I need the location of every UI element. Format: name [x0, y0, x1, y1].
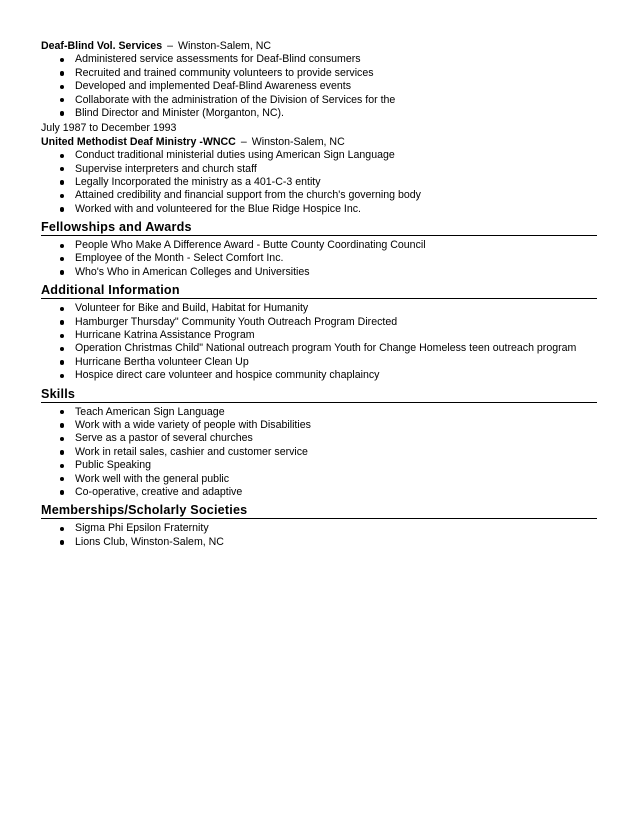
list-item-text: Employee of the Month - Select Comfort Inc. — [75, 252, 284, 265]
list-item-text: Public Speaking — [75, 459, 151, 472]
bullet-icon — [60, 320, 64, 324]
list-item-text: Recruited and trained community volunteers to provide services — [75, 66, 374, 79]
bullet-icon — [60, 167, 64, 171]
list-item — [41, 107, 597, 120]
list-item — [41, 80, 597, 93]
list-item-text: Attained credibility and financial support from the church's governing body — [75, 189, 421, 202]
bullet-icon — [60, 194, 64, 198]
list-item-text: Sigma Phi Epsilon Fraternity — [75, 522, 209, 535]
list-item-text: Developed and implemented Deaf-Blind Awareness events — [75, 80, 351, 93]
list-item-text: Hurricane Katrina Assistance Program — [75, 329, 255, 342]
bullet-icon — [60, 257, 64, 261]
bullet-icon — [60, 270, 64, 274]
list-item-text: Worked with and volunteered for the Blue Ridge Hospice Inc. — [75, 202, 361, 215]
list-item — [41, 419, 597, 432]
bullet-icon — [60, 307, 64, 311]
list-item — [41, 536, 597, 549]
list-item-text: Hurricane Bertha volunteer Clean Up — [75, 355, 249, 368]
list-item — [41, 369, 597, 382]
bullet-icon — [60, 490, 64, 494]
bullet-icon — [60, 347, 64, 351]
bullet-icon — [60, 374, 64, 378]
skills-list — [41, 406, 597, 500]
job-organization: Deaf-Blind Vol. Services — [41, 40, 163, 52]
bullet-icon — [60, 207, 64, 211]
list-item-text: Conduct traditional ministerial duties using American Sign Language — [75, 149, 395, 162]
bullet-icon — [60, 71, 64, 75]
bullet-icon — [60, 450, 64, 454]
list-item — [41, 486, 597, 499]
list-item-text: Serve as a pastor of several churches — [75, 432, 253, 445]
bullet-icon — [60, 464, 64, 468]
bullet-icon — [60, 334, 64, 338]
section-heading-fellowships: Fellowships and Awards — [41, 220, 597, 236]
job-dates: July 1987 to December 1993 — [41, 122, 177, 135]
list-item-text: Operation Christmas Child" National outreach program Youth for Change Homeless teen outreach program — [75, 342, 577, 355]
list-item — [41, 302, 597, 315]
list-item-text: Work with a wide variety of people with Disabilities — [75, 418, 311, 431]
bullet-icon — [60, 477, 64, 481]
additional-list — [41, 302, 597, 382]
list-item — [41, 94, 597, 107]
list-item-text: Blind Director and Minister (Morganton, NC). — [75, 106, 285, 119]
list-item — [41, 252, 597, 265]
list-item-text: Work in retail sales, cashier and customer service — [75, 445, 308, 458]
list-item — [41, 329, 597, 342]
bullet-icon — [60, 111, 64, 115]
list-item — [41, 473, 597, 486]
job-duties-list — [41, 53, 597, 120]
list-item — [41, 356, 597, 369]
list-item-text: Supervise interpreters and church staff — [75, 162, 257, 175]
bullet-icon — [60, 58, 64, 62]
list-item — [41, 176, 597, 189]
list-item — [41, 189, 597, 202]
list-item — [41, 53, 597, 66]
bullet-icon — [60, 437, 64, 441]
bullet-icon — [60, 527, 64, 531]
job-duties-list — [41, 149, 597, 216]
list-item-text: Work well with the general public — [75, 472, 230, 485]
bullet-icon — [60, 540, 64, 544]
list-item — [41, 203, 597, 216]
bullet-icon — [60, 154, 64, 158]
list-item — [41, 432, 597, 445]
list-item-text: Collaborate with the administration of the Division of Services for the — [75, 93, 396, 106]
bullet-icon — [60, 360, 64, 364]
memberships-list — [41, 522, 597, 549]
list-item-text: Volunteer for Bike and Build, Habitat for Humanity — [75, 302, 309, 315]
bullet-icon — [60, 410, 64, 414]
list-item — [41, 266, 597, 279]
job-organization: United Methodist Deaf Ministry -WNCC — [41, 135, 236, 148]
list-item-text: Hamburger Thursday" Community Youth Outreach Program Directed — [75, 315, 398, 328]
list-item — [41, 522, 597, 535]
list-item-text: Co-operative, creative and adaptive — [75, 485, 243, 498]
list-item-text: Legally Incorporated the ministry as a 401-C-3 entity — [75, 175, 321, 188]
list-item-text: Administered service assessments for Deaf-Blind consumers — [75, 53, 361, 66]
list-item — [41, 149, 597, 162]
bullet-icon — [60, 85, 64, 89]
list-item — [41, 342, 597, 355]
list-item — [41, 459, 597, 472]
list-item-text: People Who Make A Difference Award - Butte County Coordinating Council — [75, 239, 426, 252]
list-item — [41, 316, 597, 329]
bullet-icon — [60, 244, 64, 248]
list-item — [41, 406, 597, 419]
section-heading-skills: Skills — [41, 387, 597, 403]
job-dash: – — [240, 135, 247, 148]
list-item — [41, 239, 597, 252]
job-location: Winston-Salem, NC — [251, 135, 345, 148]
section-heading-additional: Additional Information — [41, 283, 597, 299]
section-heading-memberships: Memberships/Scholarly Societies — [41, 503, 597, 519]
list-item — [41, 163, 597, 176]
job-header — [41, 136, 597, 149]
bullet-icon — [60, 180, 64, 184]
fellowships-list — [41, 239, 597, 279]
bullet-icon — [60, 98, 64, 102]
list-item — [41, 67, 597, 80]
bullet-icon — [60, 423, 64, 427]
list-item-text: Who's Who in American Colleges and Universities — [75, 265, 310, 278]
job-location: Winston-Salem, NC — [178, 40, 272, 52]
list-item-text: Lions Club, Winston-Salem, NC — [75, 535, 224, 548]
list-item — [41, 446, 597, 459]
list-item-text: Hospice direct care volunteer and hospice community chaplaincy — [75, 369, 380, 382]
resume-page — [41, 40, 597, 549]
list-item-text: Teach American Sign Language — [75, 405, 225, 418]
job-dash: – — [167, 40, 173, 52]
job-header — [41, 40, 597, 53]
